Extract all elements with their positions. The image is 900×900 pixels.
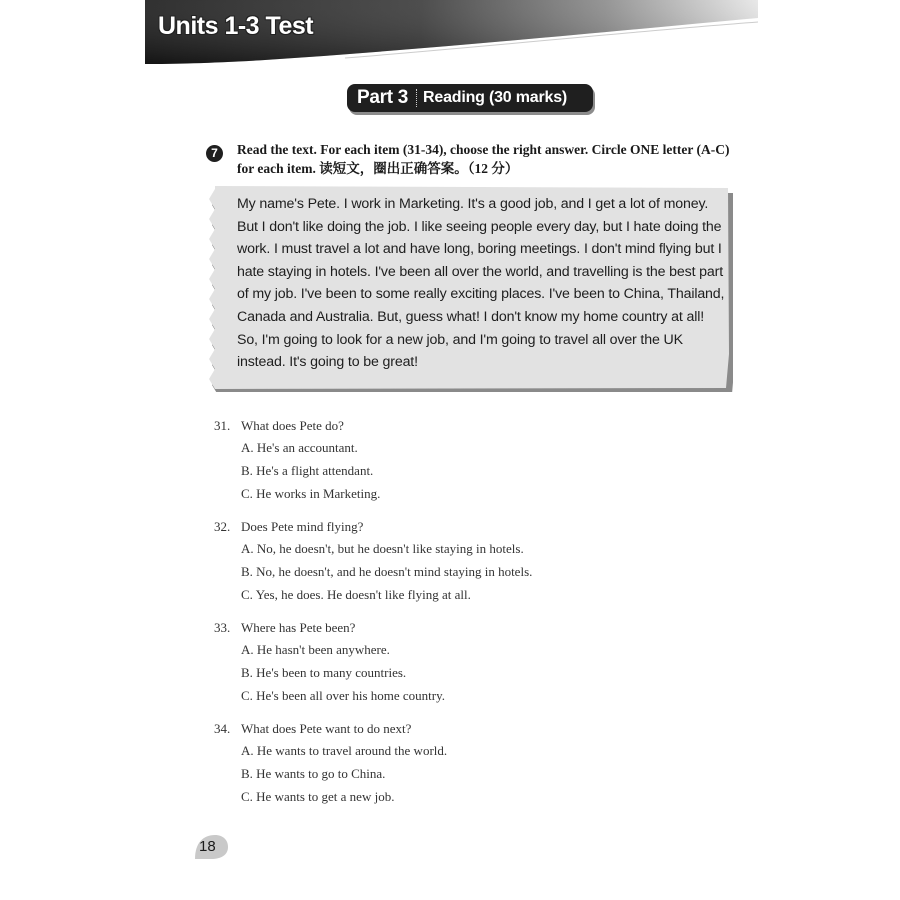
question-number: 34.: [214, 721, 231, 736]
section-heading: [347, 84, 593, 112]
answer-option-b[interactable]: B. He's been to many countries.: [241, 665, 407, 680]
question-text: Where has Pete been?: [241, 620, 356, 635]
answer-option-a[interactable]: A. He hasn't been anywhere.: [241, 642, 390, 657]
question-stem: [214, 719, 714, 739]
question-list: [214, 416, 714, 820]
exercise-number-badge: 7: [206, 145, 223, 162]
divider: [416, 89, 417, 107]
page-title: Units 1-3 Test: [158, 12, 314, 40]
question-stem: [214, 517, 714, 537]
question-number: 31.: [214, 418, 231, 433]
answer-option-c[interactable]: C. Yes, he does. He doesn't like flying at all.: [241, 587, 471, 602]
question-34: [214, 719, 714, 808]
question-text: Does Pete mind flying?: [241, 519, 364, 534]
answer-option-b[interactable]: B. He wants to go to China.: [241, 766, 386, 781]
question-33: [214, 618, 714, 707]
question-number: 33.: [214, 620, 231, 635]
question-text: What does Pete do?: [241, 418, 344, 433]
answer-option-c[interactable]: C. He's been all over his home country.: [241, 688, 446, 703]
reading-passage: My name's Pete. I work in Marketing. It's a good job, and I get a lot of money. But I don't like doing the job. I like seeing people every day, but I hate doing the work. I must travel a lot and have long, boring meetings. I don't mind flying but I hate staying in hotels. I've been all over the world, and travelling is the best part of my job. I've been to some really exciting places. I've been to China, Thailand, Canada and Australia. But, guess what! I don't know my home country at all! So, I'm going to look for a new job, and I'm going to travel all over the UK instead. It's going to be great!: [237, 196, 725, 371]
question-number: 32.: [214, 519, 231, 534]
question-32: [214, 517, 714, 606]
question-31: [214, 416, 714, 505]
answer-option-b[interactable]: B. He's a flight attendant.: [241, 463, 374, 478]
answer-option-a[interactable]: A. He wants to travel around the world.: [241, 743, 448, 758]
question-stem: [214, 618, 714, 638]
part-label: Reading (30 marks): [423, 89, 568, 106]
page-number: 18: [199, 838, 216, 855]
answer-option-c[interactable]: C. He works in Marketing.: [241, 486, 381, 501]
question-text: What does Pete want to do next?: [241, 721, 412, 736]
part-number: Part 3: [357, 87, 409, 108]
question-stem: [214, 416, 714, 436]
answer-option-a[interactable]: A. No, he doesn't, but he doesn't like staying in hotels.: [241, 541, 524, 556]
answer-option-c[interactable]: C. He wants to get a new job.: [241, 789, 395, 804]
answer-option-a[interactable]: A. He's an accountant.: [241, 440, 358, 455]
exercise-instructions: Read the text. For each item (31-34), choose the right answer. Circle ONE letter (A-C) for each item. 读短文，圈出正确答案。（12 分）: [237, 142, 730, 176]
answer-option-b[interactable]: B. No, he doesn't, and he doesn't mind staying in hotels.: [241, 564, 533, 579]
